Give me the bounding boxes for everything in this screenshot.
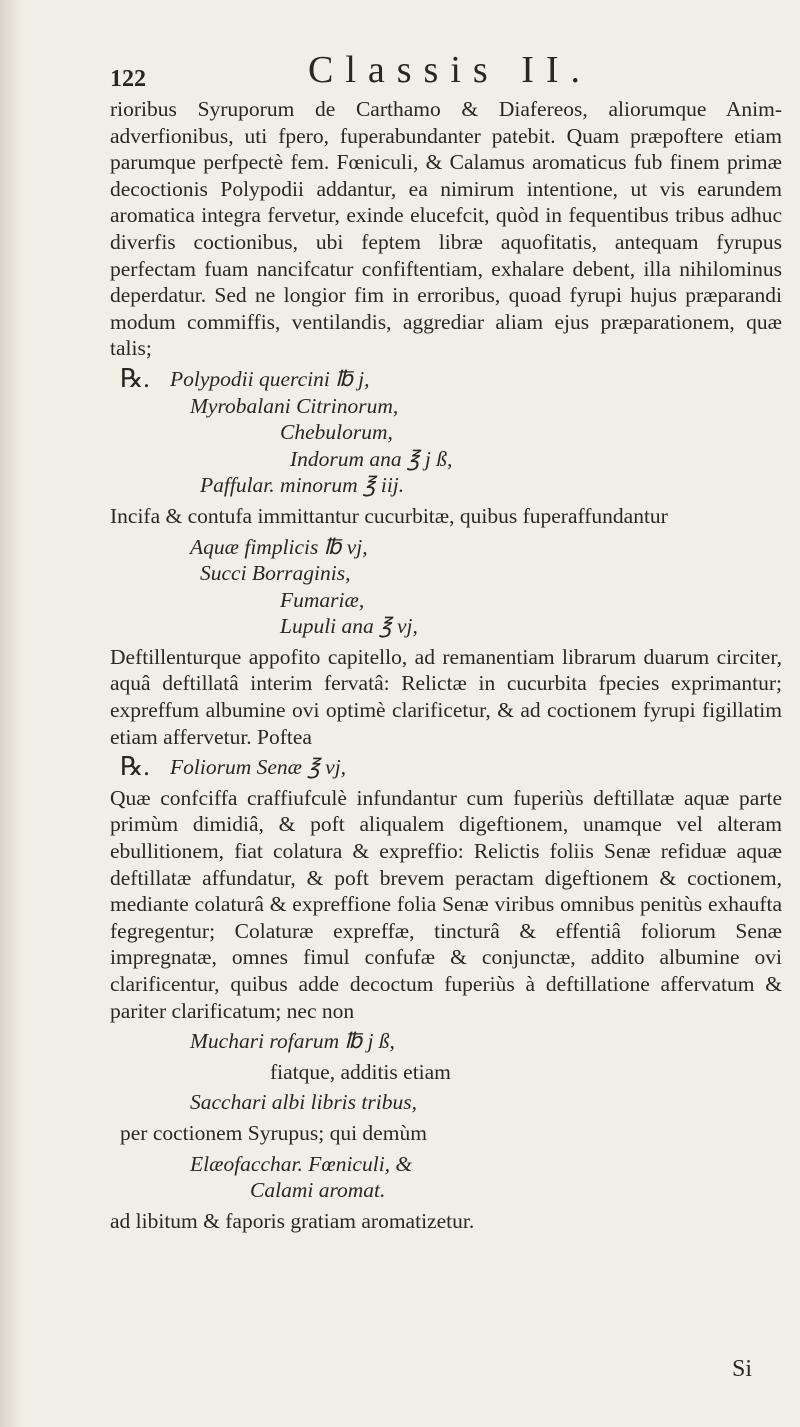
recipe-6 [110,1151,782,1204]
page-body [110,96,782,1234]
recipe-5 [110,1089,782,1116]
recipe-line: Muchari rofarum ℔ j ß, [190,1029,395,1054]
recipe-line: Succi Borraginis, [200,561,351,586]
paragraph-7: ad libitum & faporis gratiam aromatizetur. [110,1208,475,1233]
recipe-1 [120,363,782,499]
recipe-line: Calami aromat. [250,1178,386,1203]
recipe-line: Myrobalani Citrinorum, [190,393,399,418]
recipe-line: Indorum ana ℥ j ß, [290,446,453,471]
recipe-line: Lupuli ana ℥ vj, [280,614,418,639]
running-head: Classis II. [308,49,592,91]
recipe-symbol: ℞. [120,363,150,393]
paragraph-3: Deftillenturque appofito capitello, ad remanentiam librarum duarum circiter, aquâ deftillatâ interim fervatâ: Relictæ in cucurbita fpecies exprimantur; expreffum albumine ovi optimè clarificetur, & ad coctionem fyrupi figillatim etiam affervetur. Poftea [110,644,782,749]
paragraph-2: Incifa & contufa immittantur cucurbitæ, quibus fuperaffundantur [110,503,668,528]
recipe-4 [110,1028,782,1055]
recipe-line: Sacchari albi libris tribus, [190,1090,417,1115]
paragraph-1: rioribus Syruporum de Carthamo & Diafereos, aliorumque Anim-adverfionibus, uti fpero, fuperabundanter patebit. Quam præpoftere etiam parumque perfpectè fem. Fœniculi, & Calamus aromaticus fub finem primæ decoctionis Polypodii addantur, ea nimirum intentione, ut vis earundem aromatica integra fervetur, exinde elucefcit, quòd in fequentibus tribus adhuc diverfis coctionibus, ubi feptem libræ aquofitatis, antequam fyrupus perfectam fuam nancifcatur confiftentiam, exhalare debent, illa nihilominus deperdatur. Sed ne longior fim in erroribus, quoad fyrupi hujus præparandi modum commiffis, ventilandis, aggrediar aliam ejus præparationem, quæ talis; [110,97,782,361]
page-header [108,48,768,98]
recipe-symbol: ℞. [120,752,150,782]
paragraph-5: fiatque, additis etiam [270,1059,451,1084]
page-edge-shadow [0,0,22,1427]
recipe-2 [110,534,782,640]
page-number: 122 [110,66,146,92]
recipe-line: Elæofacchar. Fœniculi, & [190,1151,413,1176]
recipe-3 [120,754,782,781]
recipe-line: Polypodii quercini ℔ j, [170,366,370,391]
recipe-line: Chebulorum, [280,420,393,445]
paragraph-4: Quæ confciffa craffiufculè infundantur cum fuperiùs deftillatæ aquæ parte primùm dimidiâ, & poft aliqualem digeftionem, unamque vel alteram ebullitionem, fiat colatura & expreffio: Relictis foliis Senæ refiduæ aquæ deftillatæ affundatur, & poft brevem peractam digeftionem & coctionem, mediante colaturâ & expreffione folia Senæ viribus omnibus penitùs exhaufta fegregentur; Colaturæ expreffæ, tincturâ & effentiâ foliorum Senæ impregnatæ, omnes fimul confufæ & conjunctæ, addito albumine ovi clarificentur, quibus adde decoctum fuperiùs à deftillatione affervatum & pariter clarificatum; nec non [110,785,782,1023]
recipe-line: Paffular. minorum ℥ iij. [200,473,405,498]
recipe-line: Fumariæ, [280,587,365,612]
recipe-line: Aquæ fimplicis ℔ vj, [190,534,368,559]
catchword: Si [732,1356,753,1382]
recipe-line: Foliorum Senæ ℥ vj, [170,755,347,780]
paragraph-6: per coctionem Syrupus; qui demùm [120,1120,427,1145]
